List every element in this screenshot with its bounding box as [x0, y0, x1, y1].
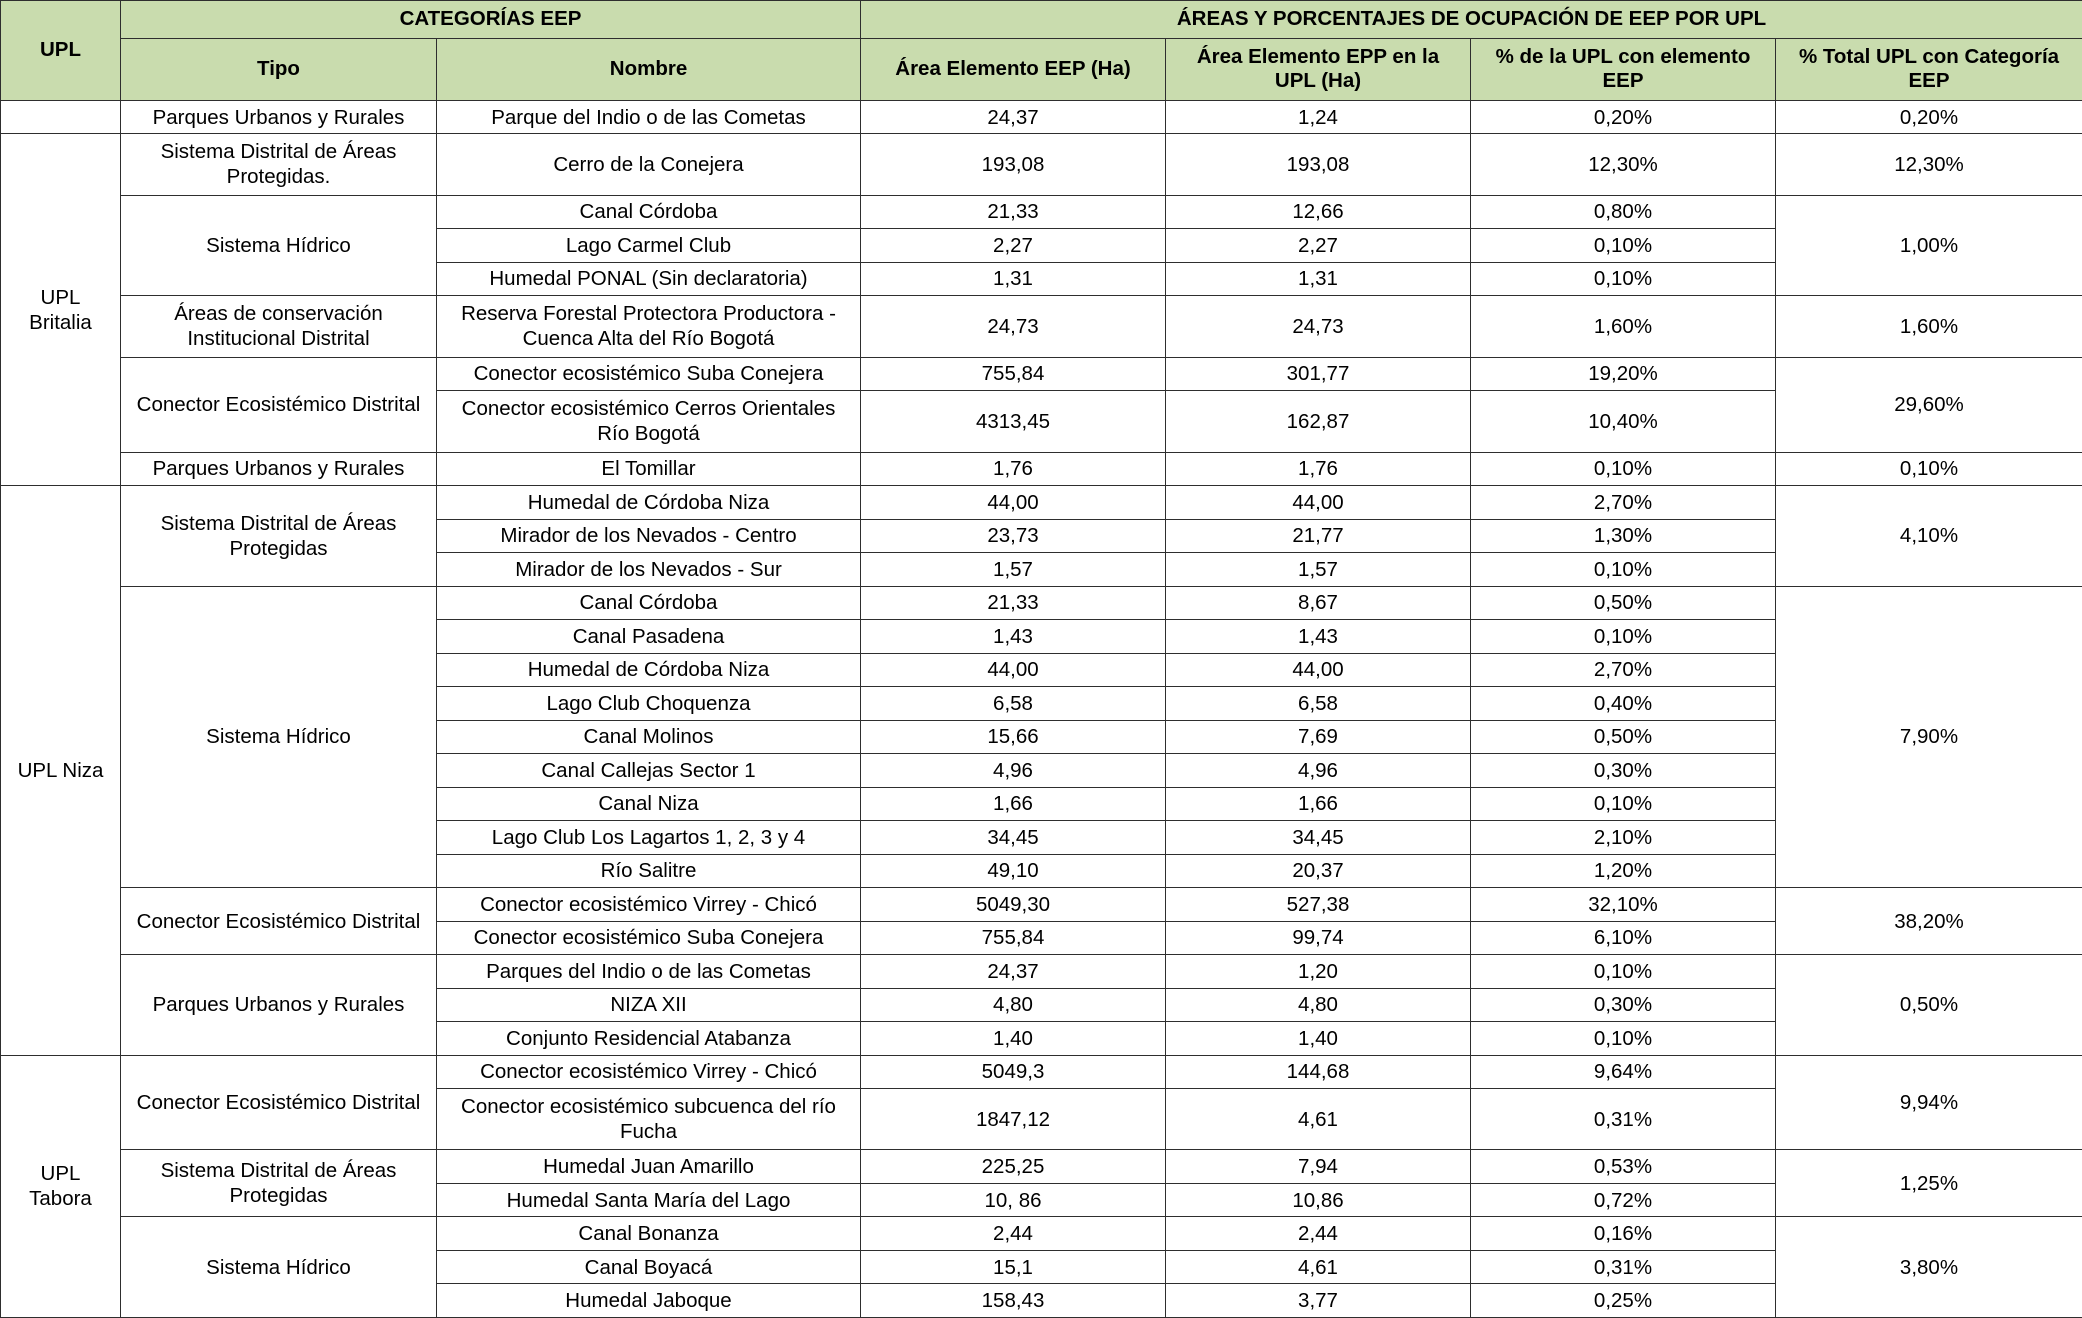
cell-area-elemento-eep: 1,76 [861, 452, 1166, 486]
cell-area-elemento-epp-upl: 20,37 [1166, 854, 1471, 888]
cell-pct-total-upl-categoria: 4,10% [1776, 486, 2082, 587]
cell-tipo: Sistema Distrital de Áreas Protegidas. [121, 134, 437, 195]
header-row-columns [1, 38, 2082, 100]
cell-nombre: El Tomillar [437, 452, 861, 486]
table-row [1, 586, 2082, 620]
cell-area-elemento-epp-upl: 8,67 [1166, 586, 1471, 620]
cell-area-elemento-epp-upl: 99,74 [1166, 921, 1471, 955]
column-header-nombre: Nombre [437, 38, 861, 100]
cell-area-elemento-epp-upl: 1,31 [1166, 262, 1471, 296]
table-header [1, 1, 2082, 101]
cell-area-elemento-epp-upl: 12,66 [1166, 195, 1471, 229]
cell-nombre: Conector ecosistémico Suba Conejera [437, 357, 861, 391]
cell-pct-upl-elemento: 0,10% [1471, 229, 1776, 263]
column-header-pct-total-upl-categoria: % Total UPL con Categoría EEP [1776, 38, 2082, 100]
cell-area-elemento-epp-upl: 2,44 [1166, 1217, 1471, 1251]
cell-nombre: Canal Boyacá [437, 1250, 861, 1284]
cell-area-elemento-epp-upl: 21,77 [1166, 519, 1471, 553]
cell-area-elemento-epp-upl: 1,66 [1166, 787, 1471, 821]
cell-nombre: Canal Bonanza [437, 1217, 861, 1251]
cell-pct-upl-elemento: 0,10% [1471, 452, 1776, 486]
column-header-area-elemento-eep: Área Elemento EEP (Ha) [861, 38, 1166, 100]
cell-pct-upl-elemento: 0,10% [1471, 620, 1776, 654]
cell-pct-upl-elemento: 9,64% [1471, 1055, 1776, 1089]
cell-area-elemento-eep: 44,00 [861, 486, 1166, 520]
cell-nombre: NIZA XII [437, 988, 861, 1022]
cell-nombre: Canal Niza [437, 787, 861, 821]
cell-pct-upl-elemento: 0,10% [1471, 955, 1776, 989]
cell-area-elemento-eep: 4313,45 [861, 391, 1166, 452]
cell-pct-upl-elemento: 0,30% [1471, 988, 1776, 1022]
table-row [1, 357, 2082, 391]
table-body [1, 100, 2082, 1317]
cell-area-elemento-epp-upl: 4,96 [1166, 754, 1471, 788]
cell-pct-total-upl-categoria: 0,20% [1776, 100, 2082, 134]
cell-area-elemento-epp-upl: 4,80 [1166, 988, 1471, 1022]
cell-area-elemento-eep: 1847,12 [861, 1089, 1166, 1150]
table-row [1, 296, 2082, 357]
cell-area-elemento-epp-upl: 7,69 [1166, 720, 1471, 754]
cell-area-elemento-eep: 1,66 [861, 787, 1166, 821]
cell-pct-upl-elemento: 19,20% [1471, 357, 1776, 391]
cell-area-elemento-epp-upl: 4,61 [1166, 1089, 1471, 1150]
table-row [1, 888, 2082, 922]
cell-area-elemento-eep: 24,73 [861, 296, 1166, 357]
table-row [1, 1055, 2082, 1089]
cell-nombre: Conector ecosistémico Virrey - Chicó [437, 888, 861, 922]
cell-pct-upl-elemento: 0,31% [1471, 1089, 1776, 1150]
cell-nombre: Humedal Jaboque [437, 1284, 861, 1318]
cell-pct-upl-elemento: 1,30% [1471, 519, 1776, 553]
cell-pct-total-upl-categoria: 0,10% [1776, 452, 2082, 486]
cell-nombre: Conector ecosistémico subcuenca del río Fucha [437, 1089, 861, 1150]
cell-area-elemento-eep: 1,57 [861, 553, 1166, 587]
cell-area-elemento-eep: 5049,3 [861, 1055, 1166, 1089]
cell-area-elemento-epp-upl: 144,68 [1166, 1055, 1471, 1089]
column-group-header-areas-porcentajes: ÁREAS Y PORCENTAJES DE OCUPACIÓN DE EEP POR UPL [861, 1, 2082, 39]
cell-nombre: Mirador de los Nevados - Sur [437, 553, 861, 587]
cell-area-elemento-epp-upl: 301,77 [1166, 357, 1471, 391]
cell-area-elemento-epp-upl: 1,20 [1166, 955, 1471, 989]
cell-nombre: Humedal de Córdoba Niza [437, 653, 861, 687]
column-header-area-elemento-epp-upl: Área Elemento EPP en la UPL (Ha) [1166, 38, 1471, 100]
cell-pct-total-upl-categoria: 7,90% [1776, 586, 2082, 888]
cell-area-elemento-epp-upl: 2,27 [1166, 229, 1471, 263]
cell-area-elemento-epp-upl: 24,73 [1166, 296, 1471, 357]
cell-pct-upl-elemento: 32,10% [1471, 888, 1776, 922]
cell-nombre: Mirador de los Nevados - Centro [437, 519, 861, 553]
cell-pct-upl-elemento: 12,30% [1471, 134, 1776, 195]
cell-nombre: Lago Club Choquenza [437, 687, 861, 721]
cell-area-elemento-eep: 6,58 [861, 687, 1166, 721]
cell-pct-upl-elemento: 0,16% [1471, 1217, 1776, 1251]
table-row [1, 100, 2082, 134]
column-group-header-categorias-eep: CATEGORÍAS EEP [121, 1, 861, 39]
cell-tipo: Parques Urbanos y Rurales [121, 100, 437, 134]
cell-area-elemento-epp-upl: 34,45 [1166, 821, 1471, 855]
cell-pct-upl-elemento: 1,20% [1471, 854, 1776, 888]
cell-area-elemento-eep: 21,33 [861, 195, 1166, 229]
cell-pct-upl-elemento: 0,25% [1471, 1284, 1776, 1318]
cell-area-elemento-eep: 15,66 [861, 720, 1166, 754]
cell-nombre: Humedal Santa María del Lago [437, 1183, 861, 1217]
cell-area-elemento-epp-upl: 1,24 [1166, 100, 1471, 134]
cell-pct-upl-elemento: 2,70% [1471, 486, 1776, 520]
table-row [1, 1217, 2082, 1251]
cell-pct-upl-elemento: 1,60% [1471, 296, 1776, 357]
cell-nombre: Canal Pasadena [437, 620, 861, 654]
cell-tipo: Áreas de conservación Institucional Distrital [121, 296, 437, 357]
cell-pct-total-upl-categoria: 12,30% [1776, 134, 2082, 195]
cell-nombre: Lago Carmel Club [437, 229, 861, 263]
cell-pct-upl-elemento: 10,40% [1471, 391, 1776, 452]
table-row [1, 486, 2082, 520]
cell-pct-upl-elemento: 0,30% [1471, 754, 1776, 788]
cell-pct-total-upl-categoria: 29,60% [1776, 357, 2082, 452]
cell-area-elemento-epp-upl: 527,38 [1166, 888, 1471, 922]
cell-nombre: Parques del Indio o de las Cometas [437, 955, 861, 989]
cell-nombre: Canal Molinos [437, 720, 861, 754]
cell-nombre: Parque del Indio o de las Cometas [437, 100, 861, 134]
cell-area-elemento-eep: 225,25 [861, 1150, 1166, 1184]
cell-pct-upl-elemento: 6,10% [1471, 921, 1776, 955]
cell-pct-upl-elemento: 0,72% [1471, 1183, 1776, 1217]
cell-tipo: Sistema Hídrico [121, 586, 437, 888]
cell-area-elemento-epp-upl: 3,77 [1166, 1284, 1471, 1318]
cell-area-elemento-eep: 24,37 [861, 955, 1166, 989]
column-header-tipo: Tipo [121, 38, 437, 100]
cell-tipo: Parques Urbanos y Rurales [121, 452, 437, 486]
cell-upl: UPL Niza [1, 486, 121, 1056]
cell-area-elemento-eep: 23,73 [861, 519, 1166, 553]
cell-area-elemento-epp-upl: 193,08 [1166, 134, 1471, 195]
cell-nombre: Humedal Juan Amarillo [437, 1150, 861, 1184]
cell-area-elemento-eep: 4,80 [861, 988, 1166, 1022]
cell-area-elemento-epp-upl: 7,94 [1166, 1150, 1471, 1184]
cell-pct-upl-elemento: 0,20% [1471, 100, 1776, 134]
cell-nombre: Lago Club Los Lagartos 1, 2, 3 y 4 [437, 821, 861, 855]
cell-area-elemento-eep: 1,31 [861, 262, 1166, 296]
cell-nombre: Canal Córdoba [437, 586, 861, 620]
cell-area-elemento-eep: 755,84 [861, 921, 1166, 955]
cell-pct-upl-elemento: 0,50% [1471, 586, 1776, 620]
cell-pct-total-upl-categoria: 1,00% [1776, 195, 2082, 296]
cell-nombre: Canal Córdoba [437, 195, 861, 229]
cell-pct-upl-elemento: 0,10% [1471, 787, 1776, 821]
cell-pct-total-upl-categoria: 3,80% [1776, 1217, 2082, 1318]
table-row [1, 195, 2082, 229]
cell-area-elemento-epp-upl: 10,86 [1166, 1183, 1471, 1217]
cell-area-elemento-eep: 10, 86 [861, 1183, 1166, 1217]
cell-tipo: Sistema Distrital de Áreas Protegidas [121, 1150, 437, 1217]
cell-nombre: Conector ecosistémico Suba Conejera [437, 921, 861, 955]
cell-area-elemento-eep: 24,37 [861, 100, 1166, 134]
cell-area-elemento-eep: 2,44 [861, 1217, 1166, 1251]
cell-area-elemento-epp-upl: 162,87 [1166, 391, 1471, 452]
cell-area-elemento-eep: 5049,30 [861, 888, 1166, 922]
cell-nombre: Cerro de la Conejera [437, 134, 861, 195]
cell-area-elemento-eep: 49,10 [861, 854, 1166, 888]
cell-nombre: Conector ecosistémico Virrey - Chicó [437, 1055, 861, 1089]
cell-area-elemento-eep: 158,43 [861, 1284, 1166, 1318]
cell-pct-upl-elemento: 0,80% [1471, 195, 1776, 229]
cell-nombre: Humedal de Córdoba Niza [437, 486, 861, 520]
cell-area-elemento-eep: 4,96 [861, 754, 1166, 788]
cell-area-elemento-epp-upl: 4,61 [1166, 1250, 1471, 1284]
cell-area-elemento-epp-upl: 44,00 [1166, 486, 1471, 520]
cell-pct-total-upl-categoria: 9,94% [1776, 1055, 2082, 1150]
cell-pct-upl-elemento: 2,10% [1471, 821, 1776, 855]
cell-tipo: Sistema Hídrico [121, 195, 437, 296]
cell-pct-upl-elemento: 0,50% [1471, 720, 1776, 754]
cell-pct-total-upl-categoria: 0,50% [1776, 955, 2082, 1056]
cell-pct-upl-elemento: 0,10% [1471, 553, 1776, 587]
column-header-upl: UPL [1, 1, 121, 101]
table-row [1, 955, 2082, 989]
cell-area-elemento-epp-upl: 6,58 [1166, 687, 1471, 721]
cell-nombre: Conector ecosistémico Cerros Orientales Río Bogotá [437, 391, 861, 452]
table-row [1, 134, 2082, 195]
cell-pct-upl-elemento: 0,31% [1471, 1250, 1776, 1284]
cell-area-elemento-eep: 21,33 [861, 586, 1166, 620]
cell-tipo: Parques Urbanos y Rurales [121, 955, 437, 1056]
cell-nombre: Humedal PONAL (Sin declaratoria) [437, 262, 861, 296]
cell-pct-total-upl-categoria: 1,60% [1776, 296, 2082, 357]
cell-pct-total-upl-categoria: 1,25% [1776, 1150, 2082, 1217]
cell-area-elemento-eep: 15,1 [861, 1250, 1166, 1284]
cell-nombre: Reserva Forestal Protectora Productora - Cuenca Alta del Río Bogotá [437, 296, 861, 357]
cell-pct-upl-elemento: 2,70% [1471, 653, 1776, 687]
cell-pct-upl-elemento: 0,10% [1471, 262, 1776, 296]
table-row [1, 1150, 2082, 1184]
cell-area-elemento-epp-upl: 1,76 [1166, 452, 1471, 486]
cell-nombre: Río Salitre [437, 854, 861, 888]
cell-tipo: Conector Ecosistémico Distrital [121, 357, 437, 452]
cell-upl: UPL Britalia [1, 134, 121, 486]
cell-area-elemento-epp-upl: 1,57 [1166, 553, 1471, 587]
cell-area-elemento-epp-upl: 44,00 [1166, 653, 1471, 687]
header-row-groups [1, 1, 2082, 39]
cell-pct-upl-elemento: 0,40% [1471, 687, 1776, 721]
cell-tipo: Conector Ecosistémico Distrital [121, 888, 437, 955]
cell-pct-total-upl-categoria: 38,20% [1776, 888, 2082, 955]
cell-upl [1, 100, 121, 134]
cell-upl: UPL Tabora [1, 1055, 121, 1318]
cell-pct-upl-elemento: 0,53% [1471, 1150, 1776, 1184]
cell-area-elemento-eep: 34,45 [861, 821, 1166, 855]
table-row [1, 452, 2082, 486]
cell-nombre: Canal Callejas Sector 1 [437, 754, 861, 788]
cell-area-elemento-eep: 193,08 [861, 134, 1166, 195]
cell-nombre: Conjunto Residencial Atabanza [437, 1022, 861, 1056]
cell-tipo: Sistema Hídrico [121, 1217, 437, 1318]
cell-area-elemento-eep: 1,40 [861, 1022, 1166, 1056]
cell-area-elemento-eep: 755,84 [861, 357, 1166, 391]
cell-area-elemento-epp-upl: 1,43 [1166, 620, 1471, 654]
column-header-pct-upl-elemento: % de la UPL con elemento EEP [1471, 38, 1776, 100]
cell-area-elemento-eep: 44,00 [861, 653, 1166, 687]
cell-area-elemento-epp-upl: 1,40 [1166, 1022, 1471, 1056]
cell-tipo: Sistema Distrital de Áreas Protegidas [121, 486, 437, 587]
cell-tipo: Conector Ecosistémico Distrital [121, 1055, 437, 1150]
cell-pct-upl-elemento: 0,10% [1471, 1022, 1776, 1056]
cell-area-elemento-eep: 2,27 [861, 229, 1166, 263]
cell-area-elemento-eep: 1,43 [861, 620, 1166, 654]
